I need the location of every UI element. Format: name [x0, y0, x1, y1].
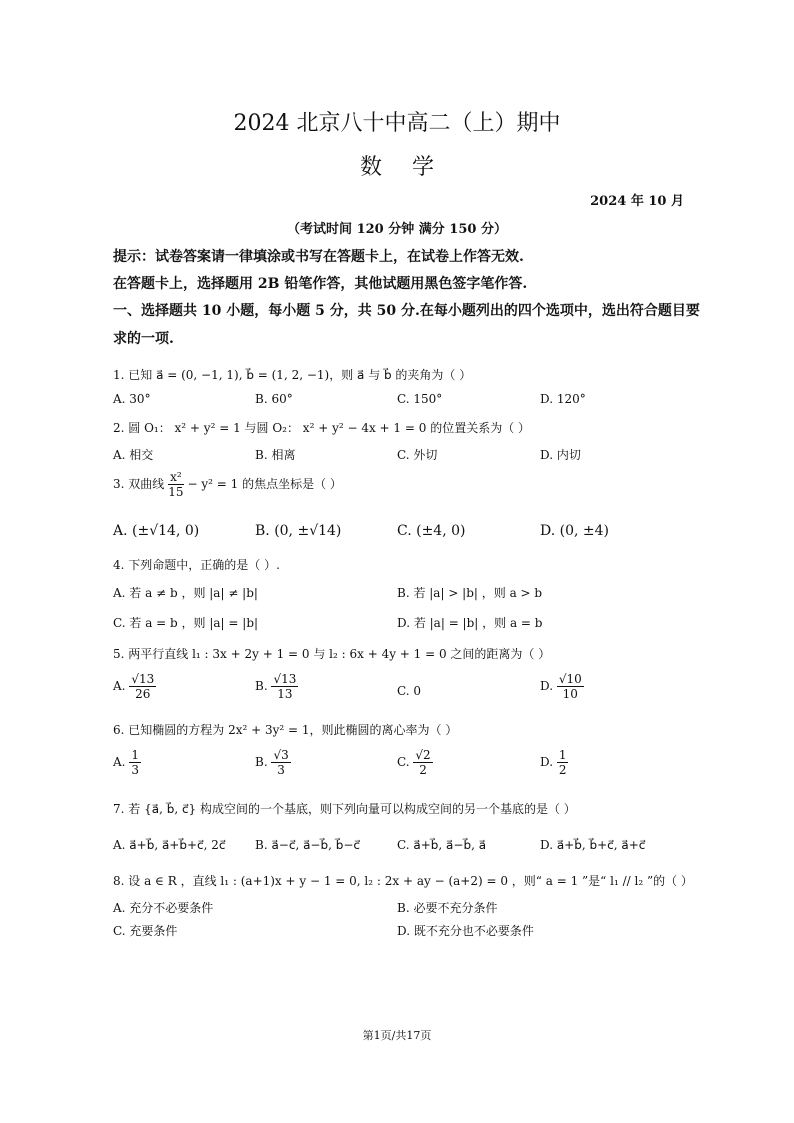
question-3-fraction [168, 470, 184, 499]
question-2-option-b: B. 相离 [255, 448, 296, 462]
question-2-option-c: C. 外切 [397, 448, 438, 462]
fraction-denominator: 10 [562, 687, 578, 701]
question-5-option-c: C. 0 [397, 684, 422, 698]
question-5-stem: 5. 两平行直线 l₁ : 3x + 2y + 1 = 0 与 l₂ : 6x + 4y + 1 = 0 之间的距离为（ ） [113, 647, 551, 661]
option-label: C. [397, 755, 410, 769]
question-8-option-d: D. 既不充分也不必要条件 [397, 924, 534, 938]
option-fraction [557, 672, 584, 701]
question-3-stem-prefix: 3. 双曲线 [113, 477, 165, 491]
page-title: 2024 北京八十中高二（上）期中 [233, 111, 561, 136]
fraction-denominator: 2 [419, 763, 427, 777]
option-fraction [413, 748, 432, 777]
page-footer: 第1页/共17页 [362, 1029, 432, 1042]
section-heading-line-2: 求的一项. [113, 331, 174, 347]
option-fraction [557, 748, 569, 777]
question-1-option-a: A. 30° [113, 392, 151, 406]
question-2-option-a: A. 相交 [113, 448, 154, 462]
question-6-option-c [397, 748, 433, 777]
question-1-option-d: D. 120° [540, 392, 586, 406]
question-5-option-d [540, 672, 584, 701]
question-7-option-c: C. a⃗+b⃗, a⃗−b⃗, a⃗ [397, 838, 487, 852]
question-5-option-b [255, 672, 298, 701]
option-label: A. [113, 755, 126, 769]
fraction-denominator: 2 [558, 763, 567, 777]
option-label: B. [255, 755, 268, 769]
question-8-stem: 8. 设 a ∈ R ，直线 l₁ : (a+1)x + y − 1 = 0, l₂ : 2x + ay − (a+2) = 0 ，则“ a = 1 ”是“ l₁ // l₂ ”的（ ） [113, 874, 693, 888]
fraction-numerator: √10 [558, 672, 582, 686]
fraction-numerator: x² [170, 470, 182, 484]
question-4-option-b: B. 若 |a| > |b| ，则 a > b [397, 586, 543, 600]
option-fraction [129, 672, 156, 701]
question-2-option-d: D. 内切 [540, 448, 581, 462]
question-4-stem: 4. 下列命题中，正确的是（ ）. [113, 558, 280, 572]
question-2-stem: 2. 圆 O₁： x² + y² = 1 与圆 O₂： x² + y² − 4x + 1 = 0 的位置关系为（ ） [113, 421, 531, 435]
question-3-option-d: D. (0, ±4) [540, 523, 609, 539]
fraction-numerator: 1 [558, 748, 567, 762]
question-4-option-a: A. 若 a ≠ b ，则 |a| ≠ |b| [113, 586, 258, 600]
option-fraction [129, 748, 141, 777]
option-fraction [271, 672, 298, 701]
fraction-denominator: 13 [277, 687, 293, 701]
question-7-option-d: D. a⃗+b⃗, b⃗+c⃗, a⃗+c⃗ [540, 838, 646, 852]
question-8-option-a: A. 充分不必要条件 [113, 901, 214, 915]
question-7-stem: 7. 若 {a⃗, b⃗, c⃗} 构成空间的一个基底，则下列向量可以构成空间的另一个基底的是（ ） [113, 802, 576, 816]
fraction-denominator: 26 [135, 687, 151, 701]
question-6-option-d [540, 748, 568, 777]
option-label: B. [255, 679, 268, 693]
question-1-stem: 1. 已知 a⃗ = (0, −1, 1), b⃗ = (1, 2, −1)，则 a⃗ 与 b⃗ 的夹角为（ ） [113, 368, 472, 382]
option-label: D. [540, 679, 554, 693]
fraction-denominator: 3 [131, 763, 139, 777]
fraction-numerator: √13 [131, 672, 155, 686]
question-6-option-b [255, 748, 291, 777]
question-8-option-b: B. 必要不充分条件 [397, 901, 498, 915]
tip-line-1: 提示：试卷答案请一律填涂或书写在答题卡上，在试卷上作答无效. [113, 249, 524, 265]
section-heading-line-1: 一、选择题共 10 小题，每小题 5 分，共 50 分.在每小题列出的四个选项中，选出符合题目要 [113, 303, 700, 319]
question-3-option-b: B. (0, ±√14) [255, 523, 342, 539]
question-3-stem [113, 470, 342, 499]
question-3-option-c: C. (±4, 0) [397, 523, 466, 539]
question-1-option-b: B. 60° [255, 392, 293, 406]
fraction-numerator: √2 [415, 748, 431, 762]
question-7-option-b: B. a⃗−c⃗, a⃗−b⃗, b⃗−c⃗ [255, 838, 361, 852]
option-label: D. [540, 755, 554, 769]
subject-title: 数学 [359, 155, 464, 180]
question-7-option-a: A. a⃗+b⃗, a⃗+b⃗+c⃗, 2c⃗ [113, 838, 226, 852]
question-3-option-a: A. (±√14, 0) [113, 523, 200, 539]
exam-date: 2024 年 10 月 [590, 194, 684, 209]
question-6-stem: 6. 已知椭圆的方程为 2x² + 3y² = 1，则此椭圆的离心率为（ ） [113, 723, 458, 737]
fraction-numerator: 1 [131, 748, 139, 762]
option-fraction [271, 748, 290, 777]
option-label: A. [113, 679, 126, 693]
question-5-option-a [113, 672, 156, 701]
fraction-denominator: 3 [277, 763, 285, 777]
question-6-option-a [113, 748, 141, 777]
question-3-stem-suffix: − y² = 1 的焦点坐标是（ ） [187, 477, 342, 491]
fraction-numerator: √13 [273, 672, 297, 686]
question-1-option-c: C. 150° [397, 392, 443, 406]
fraction-denominator: 15 [168, 485, 184, 499]
question-4-option-d: D. 若 |a| = |b| ，则 a = b [397, 616, 543, 630]
question-4-option-c: C. 若 a = b ，则 |a| = |b| [113, 616, 259, 630]
tip-line-2: 在答题卡上，选择题用 2B 铅笔作答，其他试题用黑色签字笔作答. [113, 276, 528, 292]
exam-time: （考试时间 120 分钟 满分 150 分） [287, 222, 507, 237]
question-8-option-c: C. 充要条件 [113, 924, 178, 938]
fraction-numerator: √3 [273, 748, 289, 762]
